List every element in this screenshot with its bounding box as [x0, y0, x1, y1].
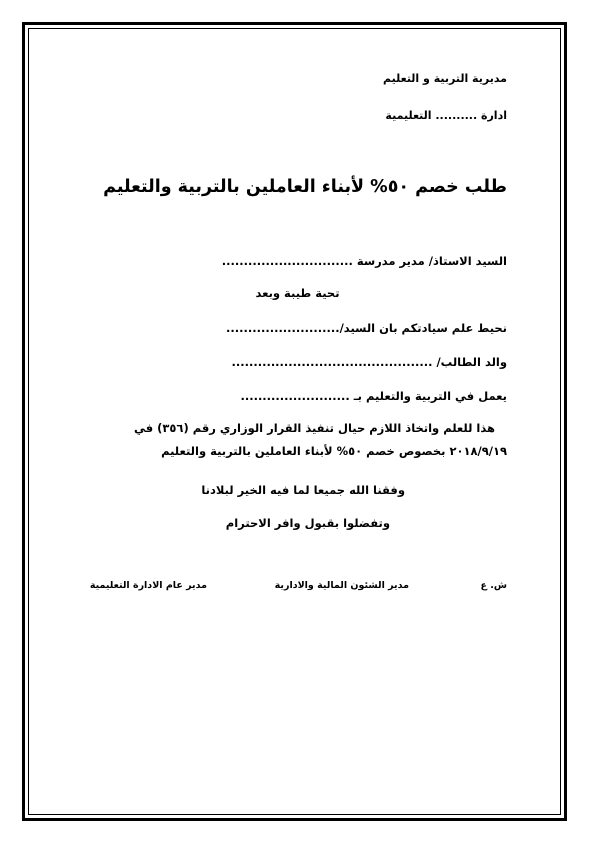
- closing-line: وتفضلوا بقبول وافر الاحترام: [225, 516, 390, 530]
- directorate-heading: مديرية التربية و التعليم: [383, 72, 507, 85]
- administration-heading: ادارة .......... التعليمية: [385, 109, 507, 122]
- addressee-line: السيد الاستاذ/ مدير مدرسة ..............................: [221, 254, 507, 268]
- prayer-line: وفقنا الله جميعا لما فيه الخير لبلادنا: [201, 483, 405, 497]
- footer-affairs: ش. ع: [480, 580, 507, 591]
- works-line: يعمل في التربية والتعليم بـ .........................: [240, 389, 507, 403]
- footer-finance-manager: مدير الشئون المالية والادارية: [274, 580, 409, 591]
- document-title: طلب خصم ٥٠% لأبناء العاملين بالتربية والتعليم: [103, 177, 507, 197]
- father-line: والد الطالب/ ..............................................: [231, 355, 507, 369]
- paragraph-line-1: هذا للعلم واتخاذ اللازم حيال تنفيذ القرار الوزاري رقم (٣٥٦) في: [133, 421, 495, 435]
- notify-line: نحيط علم سيادتكم بان السيد/..........................: [226, 321, 507, 335]
- greeting-line: تحية طيبة وبعد: [255, 286, 340, 300]
- paragraph-line-2: ٢٠١٨/٩/١٩ بخصوص خصم ٥٠% لأبناء العاملين بالتربية والتعليم: [161, 444, 507, 458]
- footer-general-manager: مدير عام الادارة التعليمية: [89, 580, 207, 591]
